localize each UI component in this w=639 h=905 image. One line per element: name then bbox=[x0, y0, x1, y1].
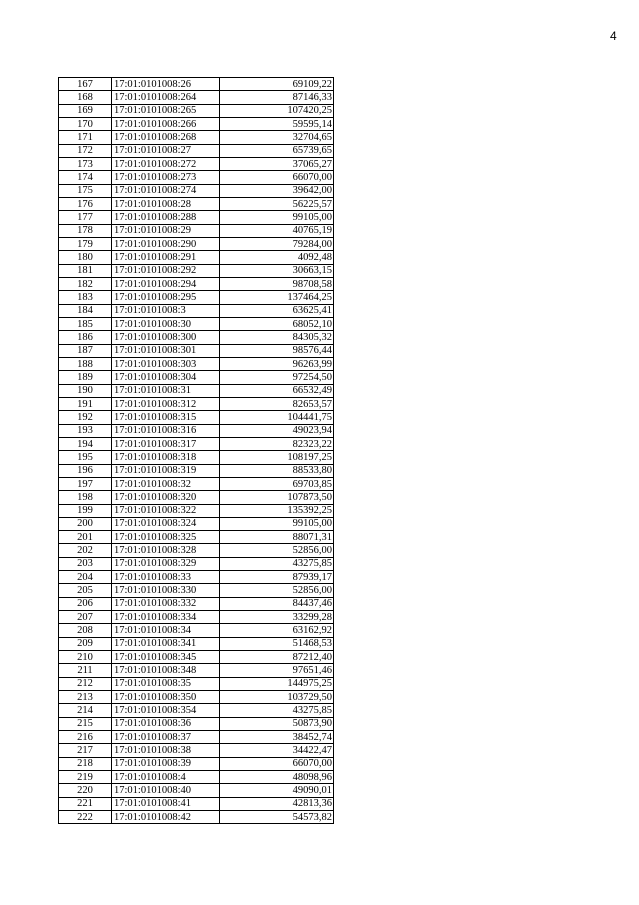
value-cell: 99105,00 bbox=[220, 211, 334, 224]
table-row bbox=[59, 704, 334, 717]
value-cell: 63162,92 bbox=[220, 624, 334, 637]
value-cell: 59595,14 bbox=[220, 117, 334, 130]
cadastral-number-cell: 17:01:0101008:322 bbox=[112, 504, 220, 517]
value-cell: 108197,25 bbox=[220, 451, 334, 464]
row-number-cell: 208 bbox=[59, 624, 112, 637]
row-number-cell: 210 bbox=[59, 651, 112, 664]
table-row bbox=[59, 477, 334, 490]
table-row bbox=[59, 264, 334, 277]
row-number-cell: 175 bbox=[59, 184, 112, 197]
cadastral-number-cell: 17:01:0101008:40 bbox=[112, 784, 220, 797]
table-row bbox=[59, 104, 334, 117]
table-row bbox=[59, 424, 334, 437]
value-cell: 98576,44 bbox=[220, 344, 334, 357]
value-cell: 87146,33 bbox=[220, 91, 334, 104]
cadastral-number-cell: 17:01:0101008:31 bbox=[112, 384, 220, 397]
table-row bbox=[59, 157, 334, 170]
value-cell: 65739,65 bbox=[220, 144, 334, 157]
row-number-cell: 170 bbox=[59, 117, 112, 130]
cadastral-number-cell: 17:01:0101008:273 bbox=[112, 171, 220, 184]
value-cell: 37065,27 bbox=[220, 157, 334, 170]
table-row bbox=[59, 517, 334, 530]
row-number-cell: 184 bbox=[59, 304, 112, 317]
cadastral-number-cell: 17:01:0101008:330 bbox=[112, 584, 220, 597]
table-row bbox=[59, 491, 334, 504]
table-row bbox=[59, 91, 334, 104]
value-cell: 69703,85 bbox=[220, 477, 334, 490]
row-number-cell: 181 bbox=[59, 264, 112, 277]
row-number-cell: 183 bbox=[59, 291, 112, 304]
row-number-cell: 205 bbox=[59, 584, 112, 597]
table-row bbox=[59, 331, 334, 344]
cadastral-number-cell: 17:01:0101008:295 bbox=[112, 291, 220, 304]
value-cell: 97254,50 bbox=[220, 371, 334, 384]
value-cell: 98708,58 bbox=[220, 277, 334, 290]
value-cell: 82653,57 bbox=[220, 397, 334, 410]
row-number-cell: 180 bbox=[59, 251, 112, 264]
value-cell: 84437,46 bbox=[220, 597, 334, 610]
cadastral-number-cell: 17:01:0101008:348 bbox=[112, 664, 220, 677]
table-row bbox=[59, 384, 334, 397]
cadastral-number-cell: 17:01:0101008:318 bbox=[112, 451, 220, 464]
table-row bbox=[59, 597, 334, 610]
value-cell: 87212,40 bbox=[220, 651, 334, 664]
table-row bbox=[59, 251, 334, 264]
value-cell: 103729,50 bbox=[220, 691, 334, 704]
table-body bbox=[59, 78, 334, 824]
table-row bbox=[59, 677, 334, 690]
row-number-cell: 172 bbox=[59, 144, 112, 157]
cadastral-number-cell: 17:01:0101008:3 bbox=[112, 304, 220, 317]
cadastral-number-cell: 17:01:0101008:38 bbox=[112, 744, 220, 757]
row-number-cell: 217 bbox=[59, 744, 112, 757]
cadastral-number-cell: 17:01:0101008:30 bbox=[112, 317, 220, 330]
cadastral-number-cell: 17:01:0101008:265 bbox=[112, 104, 220, 117]
row-number-cell: 189 bbox=[59, 371, 112, 384]
cadastral-number-cell: 17:01:0101008:303 bbox=[112, 357, 220, 370]
cadastral-number-cell: 17:01:0101008:41 bbox=[112, 797, 220, 810]
table-row bbox=[59, 464, 334, 477]
cadastral-number-cell: 17:01:0101008:292 bbox=[112, 264, 220, 277]
value-cell: 52856,00 bbox=[220, 544, 334, 557]
value-cell: 144975,25 bbox=[220, 677, 334, 690]
row-number-cell: 193 bbox=[59, 424, 112, 437]
cadastral-number-cell: 17:01:0101008:29 bbox=[112, 224, 220, 237]
row-number-cell: 203 bbox=[59, 557, 112, 570]
value-cell: 88533,80 bbox=[220, 464, 334, 477]
row-number-cell: 218 bbox=[59, 757, 112, 770]
table-row bbox=[59, 797, 334, 810]
row-number-cell: 207 bbox=[59, 611, 112, 624]
row-number-cell: 168 bbox=[59, 91, 112, 104]
value-cell: 34422,47 bbox=[220, 744, 334, 757]
value-cell: 66070,00 bbox=[220, 171, 334, 184]
cadastral-number-cell: 17:01:0101008:301 bbox=[112, 344, 220, 357]
cadastral-number-cell: 17:01:0101008:294 bbox=[112, 277, 220, 290]
value-cell: 49023,94 bbox=[220, 424, 334, 437]
value-cell: 79284,00 bbox=[220, 237, 334, 250]
value-cell: 84305,32 bbox=[220, 331, 334, 344]
cadastral-number-cell: 17:01:0101008:300 bbox=[112, 331, 220, 344]
row-number-cell: 188 bbox=[59, 357, 112, 370]
value-cell: 96263,99 bbox=[220, 357, 334, 370]
table-row bbox=[59, 744, 334, 757]
row-number-cell: 221 bbox=[59, 797, 112, 810]
row-number-cell: 220 bbox=[59, 784, 112, 797]
table-row bbox=[59, 78, 334, 91]
cadastral-number-cell: 17:01:0101008:324 bbox=[112, 517, 220, 530]
cadastral-number-cell: 17:01:0101008:315 bbox=[112, 411, 220, 424]
row-number-cell: 197 bbox=[59, 477, 112, 490]
cadastral-number-cell: 17:01:0101008:320 bbox=[112, 491, 220, 504]
table-row bbox=[59, 784, 334, 797]
cadastral-number-cell: 17:01:0101008:272 bbox=[112, 157, 220, 170]
table-row bbox=[59, 437, 334, 450]
value-cell: 39642,00 bbox=[220, 184, 334, 197]
value-cell: 68052,10 bbox=[220, 317, 334, 330]
row-number-cell: 206 bbox=[59, 597, 112, 610]
table-row bbox=[59, 144, 334, 157]
value-cell: 54573,82 bbox=[220, 811, 334, 824]
table-row bbox=[59, 637, 334, 650]
value-cell: 137464,25 bbox=[220, 291, 334, 304]
cadastral-number-cell: 17:01:0101008:350 bbox=[112, 691, 220, 704]
cadastral-number-cell: 17:01:0101008:345 bbox=[112, 651, 220, 664]
cadastral-number-cell: 17:01:0101008:288 bbox=[112, 211, 220, 224]
table-row bbox=[59, 717, 334, 730]
cadastral-number-cell: 17:01:0101008:33 bbox=[112, 571, 220, 584]
row-number-cell: 192 bbox=[59, 411, 112, 424]
value-cell: 69109,22 bbox=[220, 78, 334, 91]
table-row bbox=[59, 504, 334, 517]
cadastral-number-cell: 17:01:0101008:304 bbox=[112, 371, 220, 384]
table-row bbox=[59, 771, 334, 784]
table-row bbox=[59, 117, 334, 130]
table-row bbox=[59, 411, 334, 424]
cadastral-number-cell: 17:01:0101008:274 bbox=[112, 184, 220, 197]
table-row bbox=[59, 664, 334, 677]
value-cell: 48098,96 bbox=[220, 771, 334, 784]
row-number-cell: 209 bbox=[59, 637, 112, 650]
table-row bbox=[59, 344, 334, 357]
table-row bbox=[59, 131, 334, 144]
value-cell: 43275,85 bbox=[220, 704, 334, 717]
value-cell: 42813,36 bbox=[220, 797, 334, 810]
row-number-cell: 212 bbox=[59, 677, 112, 690]
value-cell: 107873,50 bbox=[220, 491, 334, 504]
row-number-cell: 182 bbox=[59, 277, 112, 290]
table-row bbox=[59, 531, 334, 544]
row-number-cell: 202 bbox=[59, 544, 112, 557]
row-number-cell: 216 bbox=[59, 731, 112, 744]
cadastral-number-cell: 17:01:0101008:27 bbox=[112, 144, 220, 157]
table-row bbox=[59, 211, 334, 224]
cadastral-number-cell: 17:01:0101008:34 bbox=[112, 624, 220, 637]
cadastral-number-cell: 17:01:0101008:329 bbox=[112, 557, 220, 570]
row-number-cell: 187 bbox=[59, 344, 112, 357]
value-cell: 66070,00 bbox=[220, 757, 334, 770]
table-row bbox=[59, 584, 334, 597]
table-row bbox=[59, 757, 334, 770]
value-cell: 56225,57 bbox=[220, 197, 334, 210]
row-number-cell: 204 bbox=[59, 571, 112, 584]
cadastral-value-table bbox=[58, 77, 334, 824]
value-cell: 40765,19 bbox=[220, 224, 334, 237]
cadastral-number-cell: 17:01:0101008:37 bbox=[112, 731, 220, 744]
cadastral-number-cell: 17:01:0101008:316 bbox=[112, 424, 220, 437]
table-row bbox=[59, 184, 334, 197]
cadastral-number-cell: 17:01:0101008:325 bbox=[112, 531, 220, 544]
row-number-cell: 194 bbox=[59, 437, 112, 450]
row-number-cell: 171 bbox=[59, 131, 112, 144]
table-row bbox=[59, 557, 334, 570]
value-cell: 49090,01 bbox=[220, 784, 334, 797]
cadastral-number-cell: 17:01:0101008:317 bbox=[112, 437, 220, 450]
value-cell: 97651,46 bbox=[220, 664, 334, 677]
cadastral-number-cell: 17:01:0101008:266 bbox=[112, 117, 220, 130]
table-row bbox=[59, 237, 334, 250]
row-number-cell: 169 bbox=[59, 104, 112, 117]
row-number-cell: 178 bbox=[59, 224, 112, 237]
value-cell: 66532,49 bbox=[220, 384, 334, 397]
row-number-cell: 201 bbox=[59, 531, 112, 544]
cadastral-number-cell: 17:01:0101008:341 bbox=[112, 637, 220, 650]
cadastral-number-cell: 17:01:0101008:264 bbox=[112, 91, 220, 104]
row-number-cell: 167 bbox=[59, 78, 112, 91]
cadastral-number-cell: 17:01:0101008:332 bbox=[112, 597, 220, 610]
value-cell: 4092,48 bbox=[220, 251, 334, 264]
cadastral-number-cell: 17:01:0101008:35 bbox=[112, 677, 220, 690]
cadastral-number-cell: 17:01:0101008:354 bbox=[112, 704, 220, 717]
value-cell: 52856,00 bbox=[220, 584, 334, 597]
table-row bbox=[59, 397, 334, 410]
row-number-cell: 222 bbox=[59, 811, 112, 824]
row-number-cell: 215 bbox=[59, 717, 112, 730]
row-number-cell: 196 bbox=[59, 464, 112, 477]
table-row bbox=[59, 611, 334, 624]
cadastral-number-cell: 17:01:0101008:328 bbox=[112, 544, 220, 557]
cadastral-number-cell: 17:01:0101008:312 bbox=[112, 397, 220, 410]
value-cell: 50873,90 bbox=[220, 717, 334, 730]
table-row bbox=[59, 624, 334, 637]
cadastral-number-cell: 17:01:0101008:36 bbox=[112, 717, 220, 730]
cadastral-number-cell: 17:01:0101008:32 bbox=[112, 477, 220, 490]
value-cell: 82323,22 bbox=[220, 437, 334, 450]
cadastral-number-cell: 17:01:0101008:319 bbox=[112, 464, 220, 477]
table-row bbox=[59, 197, 334, 210]
table-row bbox=[59, 571, 334, 584]
row-number-cell: 174 bbox=[59, 171, 112, 184]
value-cell: 33299,28 bbox=[220, 611, 334, 624]
cadastral-number-cell: 17:01:0101008:268 bbox=[112, 131, 220, 144]
value-cell: 104441,75 bbox=[220, 411, 334, 424]
cadastral-number-cell: 17:01:0101008:26 bbox=[112, 78, 220, 91]
value-cell: 135392,25 bbox=[220, 504, 334, 517]
cadastral-number-cell: 17:01:0101008:28 bbox=[112, 197, 220, 210]
row-number-cell: 176 bbox=[59, 197, 112, 210]
row-number-cell: 198 bbox=[59, 491, 112, 504]
value-cell: 43275,85 bbox=[220, 557, 334, 570]
row-number-cell: 213 bbox=[59, 691, 112, 704]
cadastral-number-cell: 17:01:0101008:39 bbox=[112, 757, 220, 770]
table-row bbox=[59, 451, 334, 464]
row-number-cell: 214 bbox=[59, 704, 112, 717]
table-row bbox=[59, 317, 334, 330]
row-number-cell: 195 bbox=[59, 451, 112, 464]
cadastral-number-cell: 17:01:0101008:4 bbox=[112, 771, 220, 784]
row-number-cell: 199 bbox=[59, 504, 112, 517]
value-cell: 99105,00 bbox=[220, 517, 334, 530]
table-row bbox=[59, 731, 334, 744]
row-number-cell: 190 bbox=[59, 384, 112, 397]
value-cell: 38452,74 bbox=[220, 731, 334, 744]
table-row bbox=[59, 277, 334, 290]
value-cell: 63625,41 bbox=[220, 304, 334, 317]
cadastral-number-cell: 17:01:0101008:334 bbox=[112, 611, 220, 624]
cadastral-number-cell: 17:01:0101008:291 bbox=[112, 251, 220, 264]
table-row bbox=[59, 651, 334, 664]
row-number-cell: 211 bbox=[59, 664, 112, 677]
table-row bbox=[59, 544, 334, 557]
row-number-cell: 177 bbox=[59, 211, 112, 224]
value-cell: 51468,53 bbox=[220, 637, 334, 650]
row-number-cell: 173 bbox=[59, 157, 112, 170]
table-row bbox=[59, 171, 334, 184]
table-row bbox=[59, 357, 334, 370]
row-number-cell: 179 bbox=[59, 237, 112, 250]
value-cell: 32704,65 bbox=[220, 131, 334, 144]
value-cell: 107420,25 bbox=[220, 104, 334, 117]
value-cell: 87939,17 bbox=[220, 571, 334, 584]
table-row bbox=[59, 291, 334, 304]
row-number-cell: 186 bbox=[59, 331, 112, 344]
table-row bbox=[59, 371, 334, 384]
table-row bbox=[59, 224, 334, 237]
row-number-cell: 200 bbox=[59, 517, 112, 530]
row-number-cell: 219 bbox=[59, 771, 112, 784]
page-number: 4 bbox=[610, 29, 617, 43]
row-number-cell: 191 bbox=[59, 397, 112, 410]
table-row bbox=[59, 691, 334, 704]
table-row bbox=[59, 811, 334, 824]
value-cell: 88071,31 bbox=[220, 531, 334, 544]
table-row bbox=[59, 304, 334, 317]
cadastral-number-cell: 17:01:0101008:42 bbox=[112, 811, 220, 824]
row-number-cell: 185 bbox=[59, 317, 112, 330]
cadastral-number-cell: 17:01:0101008:290 bbox=[112, 237, 220, 250]
value-cell: 30663,15 bbox=[220, 264, 334, 277]
